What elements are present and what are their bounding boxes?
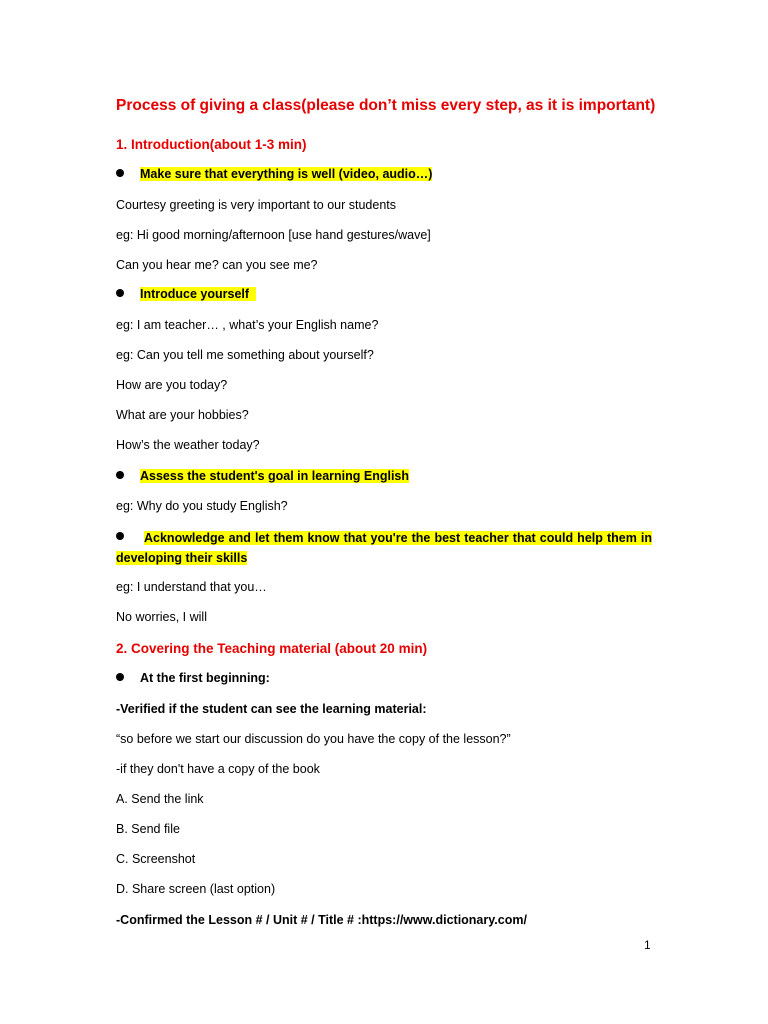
text-line: eg: I understand that you… xyxy=(116,580,267,594)
option-line: B. Send file xyxy=(116,822,180,836)
text-line: Courtesy greeting is very important to our students xyxy=(116,198,396,212)
section-1-heading: 1. Introduction(about 1-3 min) xyxy=(116,137,307,152)
text-line: eg: Hi good morning/afternoon [use hand gestures/wave] xyxy=(116,228,431,242)
text-line: -if they don't have a copy of the book xyxy=(116,762,320,776)
highlighted-text: Introduce yourself xyxy=(140,287,250,301)
bullet-dot-icon xyxy=(116,532,124,540)
text-line: eg: Can you tell me something about yourself? xyxy=(116,348,374,362)
bullet-text: At the first beginning: xyxy=(140,671,270,685)
text-line: eg: I am teacher… , what’s your English name? xyxy=(116,318,379,332)
document-title: Process of giving a class(please don’t miss every step, as it is important) xyxy=(116,97,656,114)
text-line: eg: Why do you study English? xyxy=(116,499,288,513)
text-line: Can you hear me? can you see me? xyxy=(116,258,318,272)
page-number: 1 xyxy=(644,938,651,952)
bullet-assess-goal xyxy=(116,468,656,485)
highlighted-text: Assess the student's goal in learning English xyxy=(140,469,410,483)
bullet-dot-icon xyxy=(116,673,124,681)
bullet-dot-icon xyxy=(116,169,124,177)
option-line: C. Screenshot xyxy=(116,852,196,866)
text-line: No worries, I will xyxy=(116,610,207,624)
text-line: How are you today? xyxy=(116,378,228,392)
text-line: -Verified if the student can see the learning material: xyxy=(116,702,427,716)
option-line: D. Share screen (last option) xyxy=(116,882,276,896)
bullet-dot-icon xyxy=(116,471,124,479)
text-line: -Confirmed the Lesson # / Unit # / Title # :https://www.dictionary.com/ xyxy=(116,913,527,927)
bullet-acknowledge xyxy=(116,528,652,568)
bullet-first-beginning xyxy=(116,670,656,687)
highlighted-text: Make sure that everything is well (video, audio…) xyxy=(140,167,433,181)
highlighted-text: Acknowledge and let them know that you're the best teacher that could help them in developing their skills xyxy=(116,531,652,565)
section-2-heading: 2. Covering the Teaching material (about 20 min) xyxy=(116,641,428,656)
option-line: A. Send the link xyxy=(116,792,204,806)
bullet-check-equipment xyxy=(116,166,656,183)
text-line: “so before we start our discussion do you have the copy of the lesson?” xyxy=(116,732,511,746)
text-line: What are your hobbies? xyxy=(116,408,249,422)
text-line: How’s the weather today? xyxy=(116,438,260,452)
bullet-introduce-yourself xyxy=(116,286,656,303)
bullet-dot-icon xyxy=(116,289,124,297)
